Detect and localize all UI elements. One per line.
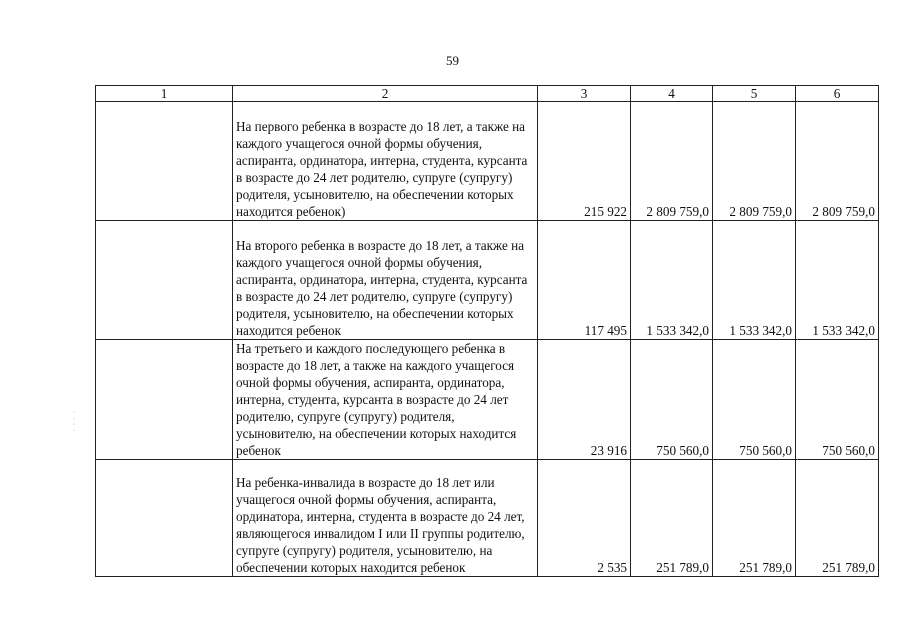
column-header: 2: [233, 86, 538, 102]
page-number: 59: [446, 53, 459, 68]
amount-cell: 750 560,0: [713, 340, 796, 460]
table-row: [96, 340, 879, 460]
amount-cell: 2 809 759,0: [713, 102, 796, 221]
table-row: [96, 221, 879, 340]
amount-cell: 251 789,0: [796, 460, 879, 577]
amount-cell: 1 533 342,0: [713, 221, 796, 340]
amount-cell: 750 560,0: [631, 340, 713, 460]
row-description: На третьего и каждого последующего ребенка в возрасте до 18 лет, а также на каждого учащегося очной формы обучения, аспиранта, ординатора, интерна, студента, курсанта в возрасте до 24 лет родителю, супруге (супругу) родителя, усыновителю, на обеспечении которых находится ребенок: [233, 340, 538, 460]
row-description: На второго ребенка в возрасте до 18 лет, а также на каждого учащегося очной формы обучения, аспиранта, ординатора, интерна, студента, курсанта в возрасте до 24 лет родителю, супруге (супругу) родителя, усыновителю, на обеспечении которых находится ребенок: [233, 221, 538, 340]
empty-cell: [96, 221, 233, 340]
recipients-count: 215 922: [538, 102, 631, 221]
column-header: 4: [631, 86, 713, 102]
column-header: 3: [538, 86, 631, 102]
recipients-count: 117 495: [538, 221, 631, 340]
column-header: 1: [96, 86, 233, 102]
empty-cell: [96, 102, 233, 221]
amount-cell: 251 789,0: [631, 460, 713, 577]
benefits-table: [95, 85, 879, 577]
row-description: На первого ребенка в возрасте до 18 лет, а также на каждого учащегося очной формы обучения, аспиранта, ординатора, интерна, студента, курсанта в возрасте до 24 лет родителю, супруге (супругу) родителя, усыновителю, на обеспечении которых находится ребенок): [233, 102, 538, 221]
amount-cell: 1 533 342,0: [796, 221, 879, 340]
amount-cell: 251 789,0: [713, 460, 796, 577]
table-row: [96, 102, 879, 221]
empty-cell: [96, 460, 233, 577]
recipients-count: 23 916: [538, 340, 631, 460]
amount-cell: 750 560,0: [796, 340, 879, 460]
table-header-row: [96, 86, 879, 102]
recipients-count: 2 535: [538, 460, 631, 577]
column-header: 6: [796, 86, 879, 102]
table-row: [96, 460, 879, 577]
amount-cell: 1 533 342,0: [631, 221, 713, 340]
scan-speck-marks: · · · ·: [73, 410, 75, 434]
amount-cell: 2 809 759,0: [796, 102, 879, 221]
column-header: 5: [713, 86, 796, 102]
empty-cell: [96, 340, 233, 460]
amount-cell: 2 809 759,0: [631, 102, 713, 221]
row-description: На ребенка-инвалида в возрасте до 18 лет или учащегося очной формы обучения, аспиранта, ординатора, интерна, студента в возрасте до 24 лет, являющегося инвалидом I или II группы родителю, супруге (супругу) родителя, усыновителю, на обеспечении которых находится ребенок: [233, 460, 538, 577]
